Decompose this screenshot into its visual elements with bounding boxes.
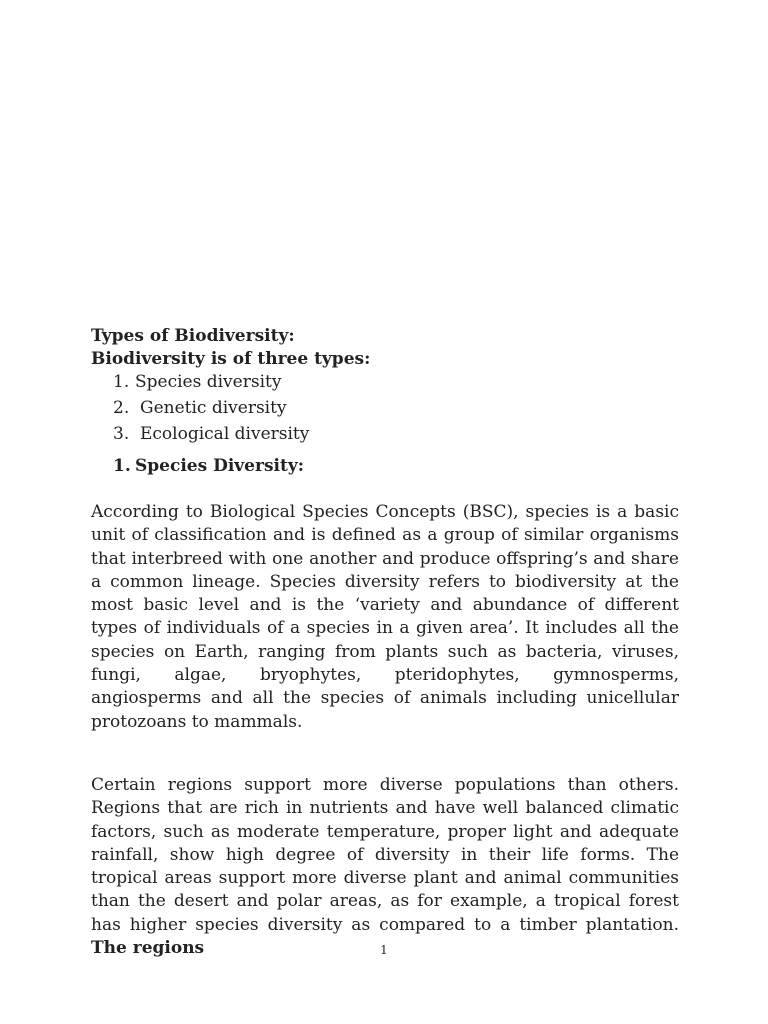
biodiversity-types-list xyxy=(91,371,679,449)
paragraph-text: Certain regions support more diverse populations than others. Regions that are rich in nutrients and have well balanced climatic factors, such as moderate temperature, proper light and adequate rainfall, show high degree of diversity in their life forms. The tropical areas support more diverse plant and animal communities than the desert and polar areas, as for example, a tropical forest has higher species diversity as compared to a timber plantation. xyxy=(91,774,679,935)
page-number: 1 xyxy=(380,943,388,957)
section-heading xyxy=(91,455,679,478)
paragraph-regional-diversity xyxy=(91,774,679,960)
list-item-number: 2. xyxy=(113,398,130,418)
page-subtitle: Biodiversity is of three types: xyxy=(91,349,371,369)
list-item xyxy=(91,423,679,449)
list-item-label: Species diversity xyxy=(135,372,282,392)
paragraph-species-definition: According to Biological Species Concepts (BSC), species is a basic unit of classification and is defined as a group of similar organisms that interbreed with one another and produce offspring’s and share a common lineage. Species diversity refers to biodiversity at the most basic level and is the ‘variety and abundance of different types of individuals of a species in a given area’. It includes all the species on Earth, ranging from plants such as bacteria, viruses, fungi, algae, bryophytes, pteridophytes, gymnosperms, angiosperms and all the species of animals including unicellular protozoans to mammals. xyxy=(91,502,679,732)
list-item xyxy=(91,371,679,397)
list-item xyxy=(91,397,679,423)
section-number: 1. xyxy=(113,456,131,476)
list-item-number: 3. xyxy=(113,424,130,444)
document-content xyxy=(91,325,679,960)
list-item-label: Ecological diversity xyxy=(140,424,310,444)
paragraph-bold-text: The regions xyxy=(91,938,205,959)
page-title: Types of Biodiversity: xyxy=(91,326,295,346)
list-item-number: 1. xyxy=(113,372,130,392)
section-title: Species Diversity: xyxy=(135,456,304,476)
list-item-label: Genetic diversity xyxy=(140,398,287,418)
